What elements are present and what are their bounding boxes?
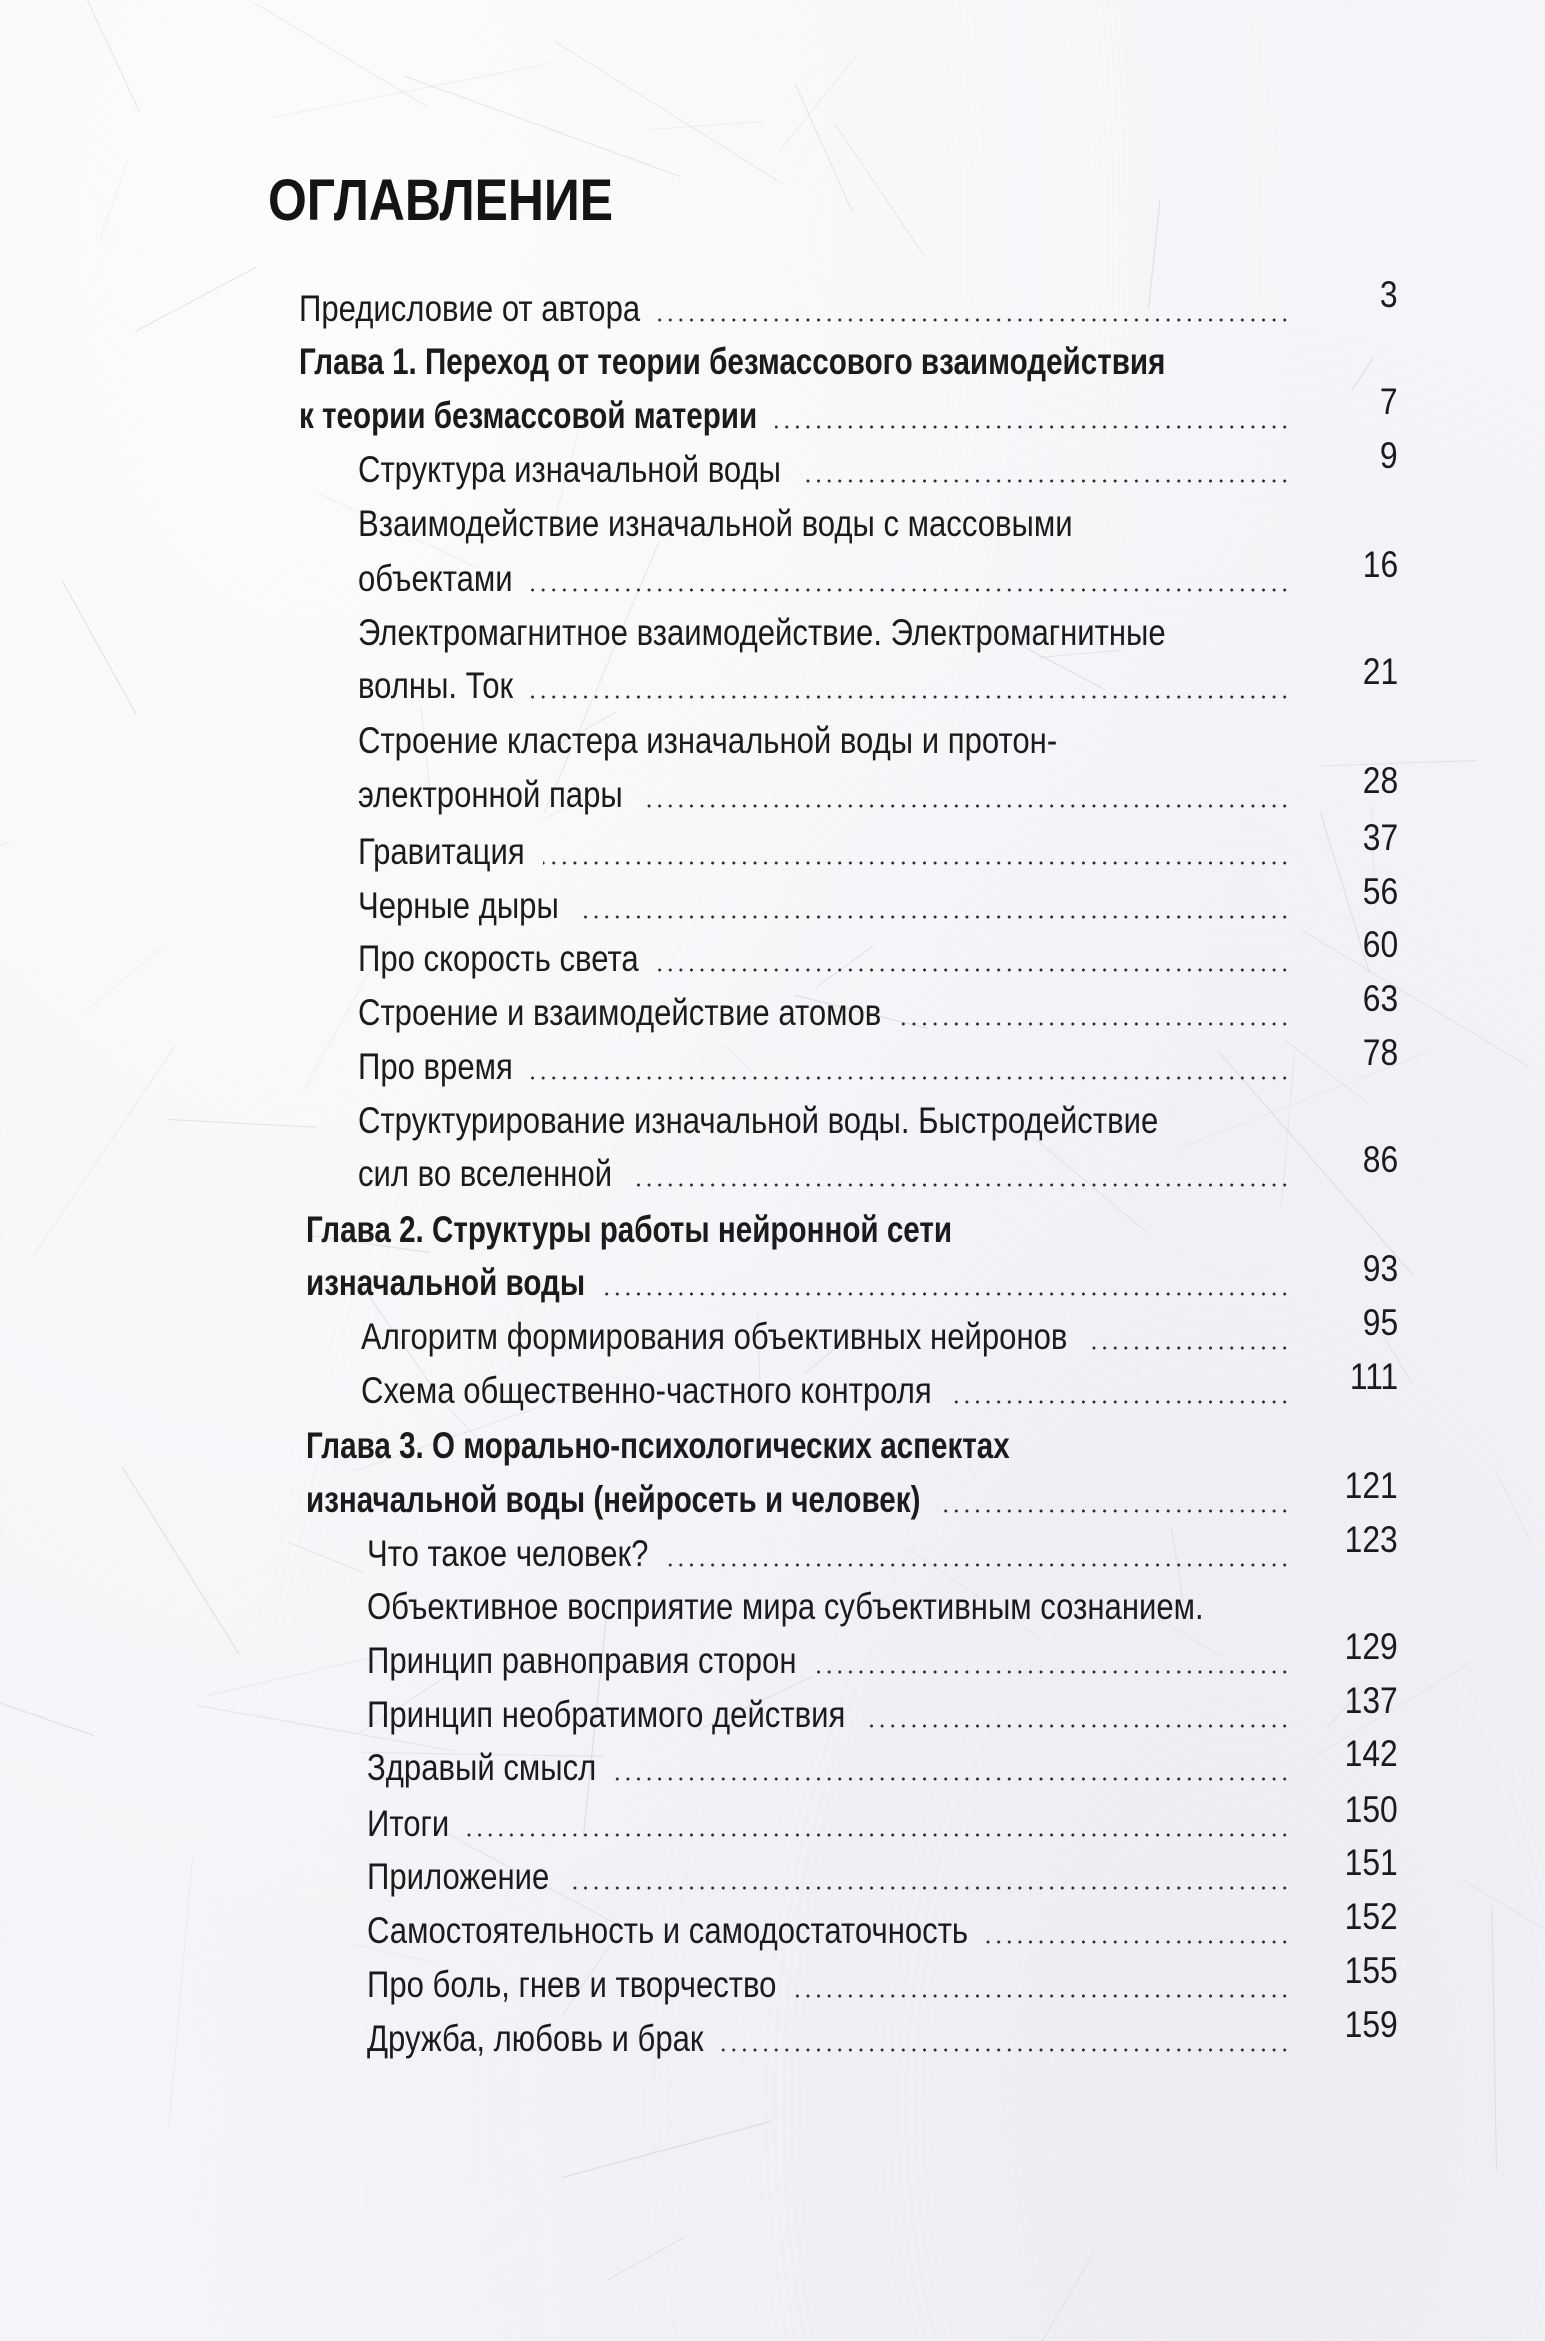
paper-fiber (995, 2251, 1095, 2341)
paper-fiber (32, 1045, 176, 1258)
toc-entry-line (358, 885, 597, 926)
toc-entry-text: Про время (358, 1046, 513, 1087)
toc-entry-text: Здравый смысл (367, 1747, 597, 1788)
toc-entry-text: Глава 2. Структуры работы нейронной сети (306, 1209, 953, 1250)
paper-fiber (405, 76, 681, 177)
toc-entry-text: Итоги (367, 1803, 450, 1844)
page-number (1278, 544, 1398, 585)
toc-entry-text: Строение и взаимодействие атомов (358, 992, 882, 1033)
page-number-text: 142 (1344, 1733, 1398, 1774)
paper-fiber (608, 2236, 686, 2280)
toc-entry-text: Гравитация (358, 831, 525, 872)
paper-fiber (0, 1683, 94, 1736)
toc-entry-line (367, 1747, 640, 1788)
toc-entry-text: объектами (358, 558, 513, 599)
dot-leader (577, 915, 1290, 919)
toc-entry-line (367, 1640, 878, 1681)
toc-entry-text: Глава 3. О морально-психологических аспектах (306, 1425, 1010, 1466)
toc-entry-text: Глава 1. Переход от теории безмассового взаимодействия (299, 341, 1166, 382)
dot-leader (794, 1994, 1290, 1998)
dot-leader (721, 2048, 1290, 2052)
dot-leader (630, 1183, 1290, 1187)
paper-fiber (168, 1119, 316, 1128)
dot-leader (863, 1724, 1290, 1728)
toc-entry-text: Предисловие от автора (299, 288, 641, 329)
page-number-text: 21 (1362, 651, 1398, 692)
page-number-text: 63 (1362, 978, 1398, 1019)
paper-fiber (122, 1467, 240, 1655)
page-number-text: 123 (1344, 1519, 1398, 1560)
paper-fiber (62, 582, 137, 715)
toc-entry-text: Самостоятельность и самодостаточность (367, 1910, 969, 1951)
toc-entry-text: Черные дыры (358, 885, 559, 926)
paper-fiber (723, 1044, 754, 1073)
toc-entry-text: Про боль, гнев и творчество (367, 1964, 777, 2005)
page-number-text: 159 (1344, 2004, 1398, 2045)
page-number-text: 121 (1344, 1465, 1398, 1506)
page-number-text: 155 (1344, 1950, 1398, 1991)
page-number (1278, 1950, 1398, 1991)
dot-leader (658, 318, 1290, 322)
dot-leader (1085, 1346, 1290, 1350)
toc-entry-text: Дружба, любовь и брак (367, 2018, 704, 2059)
dot-leader (641, 804, 1290, 808)
toc-entry-line (358, 938, 692, 979)
toc-entry-line (306, 1209, 1114, 1250)
toc-entry-line (358, 449, 862, 490)
page-number (1278, 1356, 1398, 1397)
toc-entry-line (299, 341, 1382, 382)
toc-entry-line (367, 1910, 1083, 1951)
page-number-text: 152 (1344, 1896, 1398, 1937)
page-number (1278, 381, 1398, 422)
toc-entry-text: Строение кластера изначальной воды и протон- (358, 720, 1058, 761)
toc-entry-line (367, 1964, 854, 2005)
toc-entry-line (367, 2018, 768, 2059)
toc-entry-line (367, 1803, 465, 1844)
toc-entry-line (358, 1100, 1311, 1141)
toc-entry-text: волны. Ток (358, 665, 514, 706)
toc-entry-text: изначальной воды (нейросеть и человек) (306, 1479, 921, 1520)
toc-entry-line (358, 612, 1319, 653)
toc-entry-text: Алгоритм формирования объективных нейронов (361, 1316, 1068, 1357)
paper-fiber (272, 63, 551, 118)
paper-fiber (98, 160, 128, 244)
page-number-text: 151 (1344, 1842, 1398, 1883)
page-number (1278, 924, 1398, 965)
paper-fiber (1495, 1470, 1531, 1542)
toc-entry-text: Принцип равноправия сторон (367, 1640, 797, 1681)
dot-leader (531, 1076, 1290, 1080)
page-number (1278, 1896, 1398, 1937)
page-number (1278, 651, 1398, 692)
page-number (1278, 1465, 1398, 1506)
page-number (1278, 1519, 1398, 1560)
toc-entry-text: электронной пары (358, 774, 623, 815)
page-number (1278, 817, 1398, 858)
dot-leader (799, 479, 1290, 483)
dot-leader (531, 695, 1290, 699)
toc-entry-text: к теории безмассовой материи (299, 395, 758, 436)
toc-entry-line (358, 665, 543, 706)
paper-fiber (650, 121, 763, 130)
page-number (1278, 1248, 1398, 1289)
dot-leader (899, 1022, 1290, 1026)
toc-entry-line (306, 1425, 1186, 1466)
page-number-text: 3 (1380, 274, 1398, 315)
paper-fiber (1148, 200, 1160, 310)
toc-entry-line (358, 1046, 542, 1087)
page-title: ОГЛАВЛЕНИЕ (268, 168, 614, 233)
toc-entry-line (358, 992, 981, 1033)
dot-leader (666, 1563, 1290, 1567)
paper-fiber (86, 947, 162, 1011)
paper-fiber (554, 41, 783, 184)
toc-entry-text: Про скорость света (358, 938, 639, 979)
toc-entry-text: Структура изначальной воды (358, 449, 781, 490)
page-number (1278, 1139, 1398, 1180)
dot-leader (567, 1886, 1290, 1890)
page-number-text: 93 (1362, 1248, 1398, 1289)
dot-leader (950, 1400, 1290, 1404)
page-number-text: 150 (1344, 1789, 1398, 1830)
page-number-text: 28 (1362, 760, 1398, 801)
toc-entry-text: Объективное восприятие мира субъективным сознанием. (367, 1586, 1204, 1627)
page-number-text: 137 (1344, 1680, 1398, 1721)
paper-fiber (135, 266, 257, 332)
page-number (1278, 1733, 1398, 1774)
toc-entry-line (358, 1153, 661, 1194)
paper-fiber (288, 1542, 363, 1573)
toc-entry-line (358, 720, 1190, 761)
toc-entry-line (358, 831, 556, 872)
paper-fiber (794, 82, 852, 211)
dot-leader (603, 1292, 1290, 1296)
page-number (1278, 1032, 1398, 1073)
page-number-text: 60 (1362, 924, 1398, 965)
paper-fiber (1491, 1906, 1497, 2170)
toc-entry-line (299, 288, 705, 329)
toc-entry-text: Взаимодействие изначальной воды с массовыми (358, 503, 1073, 544)
toc-entry-line (361, 1316, 1202, 1357)
page-number-text: 16 (1362, 544, 1398, 585)
page-number (1278, 1626, 1398, 1667)
paper-fiber (562, 2121, 771, 2178)
toc-entry-line (367, 1856, 584, 1897)
page-number (1278, 978, 1398, 1019)
toc-entry-line (367, 1694, 936, 1735)
page-number (1278, 1789, 1398, 1830)
toc-entry-text: Схема общественно-частного контроля (361, 1370, 932, 1411)
page-number-text: 37 (1362, 817, 1398, 858)
toc-entry-text: Принцип необратимого действия (367, 1694, 846, 1735)
page-number-text: 78 (1362, 1032, 1398, 1073)
page-number-text: 7 (1380, 381, 1398, 422)
paper-fiber (1461, 1879, 1545, 1956)
toc-entry-line (358, 558, 542, 599)
dot-leader (775, 425, 1290, 429)
toc-entry-text: Приложение (367, 1856, 550, 1897)
dot-leader (986, 1940, 1290, 1944)
page-number-text: 9 (1380, 435, 1398, 476)
dot-leader (657, 968, 1290, 972)
paper-fiber (77, 0, 140, 112)
toc-entry-line (358, 503, 1209, 544)
toc-entry-line (367, 1533, 702, 1574)
paper-fiber (0, 841, 11, 911)
dot-leader (614, 1777, 1290, 1781)
toc-entry-line (367, 1586, 1363, 1627)
paper-fiber (253, 2, 427, 107)
toc-entry-text: Что такое человек? (367, 1533, 649, 1574)
toc-entry-text: сил во вселенной (358, 1153, 613, 1194)
page-number-text: 129 (1344, 1626, 1398, 1667)
paper-fiber (816, 945, 874, 988)
page-number (1278, 274, 1398, 315)
toc-entry-text: Структурирование изначальной воды. Быстродействие (358, 1100, 1159, 1141)
page-number-text: 56 (1362, 871, 1398, 912)
paper-fiber (834, 123, 924, 256)
dot-leader (467, 1833, 1290, 1837)
page-number (1278, 1842, 1398, 1883)
dot-leader (543, 861, 1290, 865)
page-number (1278, 1302, 1398, 1343)
page-number-text: 86 (1362, 1139, 1398, 1180)
paper-fiber (544, 541, 660, 812)
paper-fiber (168, 1857, 193, 2129)
dot-leader (938, 1509, 1290, 1513)
toc-entry-line (361, 1370, 1040, 1411)
toc-entry-line (358, 774, 673, 815)
page-number (1278, 2004, 1398, 2045)
page-number-text: 95 (1362, 1302, 1398, 1343)
page-number (1278, 760, 1398, 801)
page-number (1278, 435, 1398, 476)
page-number (1278, 1680, 1398, 1721)
dot-leader (815, 1670, 1290, 1674)
toc-entry-text: Электромагнитное взаимодействие. Электромагнитные (358, 612, 1166, 653)
page-number (1278, 871, 1398, 912)
page-number-text: 111 (1349, 1356, 1398, 1397)
dot-leader (531, 588, 1290, 592)
toc-entry-text: изначальной воды (306, 1262, 586, 1303)
